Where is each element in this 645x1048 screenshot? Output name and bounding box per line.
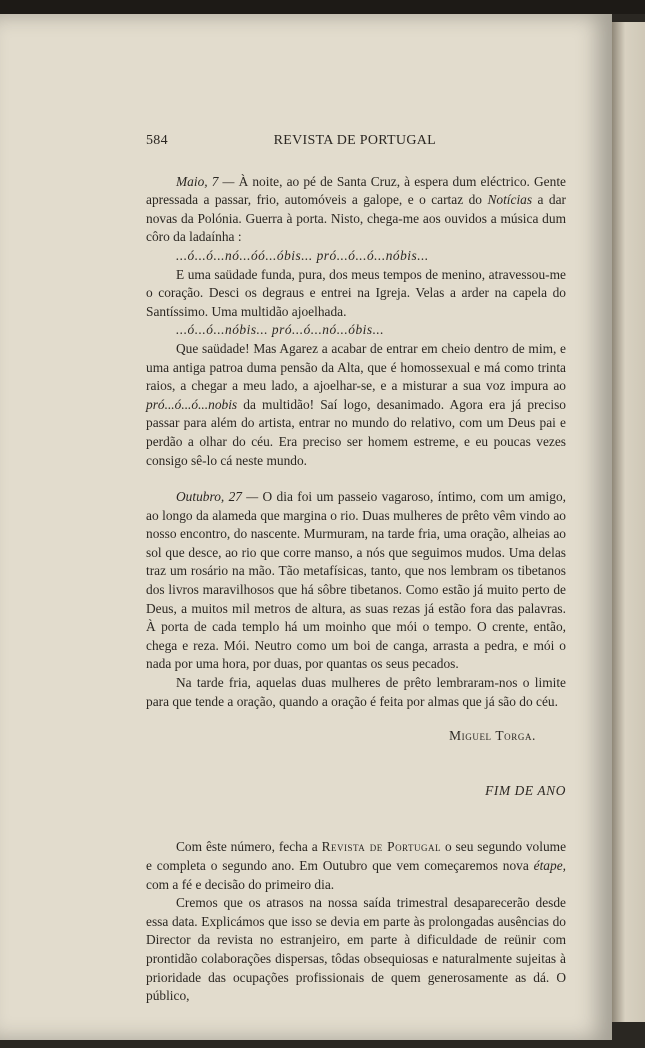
section-paragraph2: Cremos que os atrasos na nossa saída trimestral desaparecerão desde essa data. Explicámos que isso se devia em parte às prolongadas ausências do Director da revista no estranjeiro, em parte à dificuldade de reünir com prontidão colaborações dispersas, tôdas obsequiosas e naturalmente sujeitas à prioridade das ocupações profissionais de quem generosamente as dá. O público, <box>146 895 566 1004</box>
page-header <box>146 132 566 151</box>
entry1-paragraph2: E uma saüdade funda, pura, dos meus tempos de menino, atravessou-me o coração. Desci os degraus e entrei na Igreja. Velas a arder na capela do Santíssimo. Uma multidão ajoelhada. <box>146 266 566 319</box>
page-number: 584 <box>146 133 168 148</box>
etape-word: étape, <box>533 858 566 873</box>
author-signature: Miguel Torga. <box>449 728 536 744</box>
entry1-date: Maio, 7 — <box>176 173 235 189</box>
entry1-text-b: a dar novas da Polónia. Guerra à porta. Nisto, chega-me aos ouvidos a música dum côro da ladaínha : <box>146 192 566 245</box>
entry1-p3-text-a: Que saüdade! Mas Agarez a acabar de entrar em cheio dentro de mim, e uma antiga patroa duma pensão da Alta, que é homossexual e má como trinta raios, a chegar a meu lado, a ajoelhar-se, e a misturar a sua voz impura ao <box>146 340 566 394</box>
chant-line-1: ...ó...ó...nó...óó...óbis... pró...ó...ó...nóbis... <box>176 247 429 263</box>
entry1-p3-chant: pró...ó...ó...nobis <box>146 396 238 412</box>
noticias-title: Notícias <box>487 192 533 208</box>
running-title: REVISTA DE PORTUGAL <box>273 133 436 148</box>
section-paragraph1 <box>146 838 566 894</box>
entry1-paragraph3 <box>146 340 566 470</box>
book-page <box>0 14 612 1040</box>
page-content <box>146 132 566 1006</box>
entry2-date: Outubro, 27 — <box>176 489 259 505</box>
journal-name: Revista de Portugal <box>321 839 442 855</box>
section-p1-text-c: com a fé e decisão do primeiro dia. <box>146 876 335 892</box>
entry2-text: O dia foi um passeio vagaroso, íntimo, com um amigo, ao longo da alameda que margina o rio. Duas mulheres de prêto vêm vindo ao nosso encontro, do nascente. Murmuram, na tarde fria, uma oração, alheias ao sol que desce, ao rio que corre manso, a nós que seguimos mudos. Uma delas traz um rosário na mão. Tão metafísicas, tanto, que nos lembram os tibetanos dos livros maravilhosos que há sôbre tibetanos. Como estão já muito perto de Deus, a muitos mil metros de altura, as suas rezas já estão fora das palavras. À porta de cada templo há um moinho que mói o tempo. O crente, então, chega e reza. Mói. Neutro como um boi de canga, arrasta a pedra, e mói o nada por uma hora, por duas, por quantas os seus pecados. <box>146 489 566 672</box>
entry1-paragraph1 <box>146 173 566 247</box>
entry2-paragraph2: Na tarde fria, aquelas duas mulheres de prêto lembraram-nos o limite para que tende a oração, quando a oração é feita por almas que já são do céu. <box>146 675 566 709</box>
entry1-text-a: À noite, ao pé de Santa Cruz, à espera dum eléctrico. Gente apressada a passar, frio, automóveis a galope, e o cartaz do <box>146 173 566 208</box>
entry2-paragraph1 <box>146 488 566 674</box>
chant-line-2: ...ó...ó...nóbis... pró...ó...nó...óbis... <box>176 322 385 338</box>
next-page-edge <box>612 22 645 1022</box>
section-title: FIM DE ANO <box>485 782 566 798</box>
section-p1-text-a: Com êste número, fecha a <box>176 839 322 855</box>
section-p1-text-b: o seu segundo volume e completa o segundo ano. Em Outubro que vem começaremos nova <box>146 839 567 873</box>
entry-gap <box>146 470 566 488</box>
top-edge <box>0 0 645 14</box>
entry1-p3-text-b: da multidão! Saí logo, desanimado. Agora era já preciso passar para além do artista, entrar no mundo do relativo, com um Deus pai e perdão a olhar do céu. Era preciso ser homem estreme, e eu poucas vezes consigo sê-lo cá neste mundo. <box>146 396 566 468</box>
